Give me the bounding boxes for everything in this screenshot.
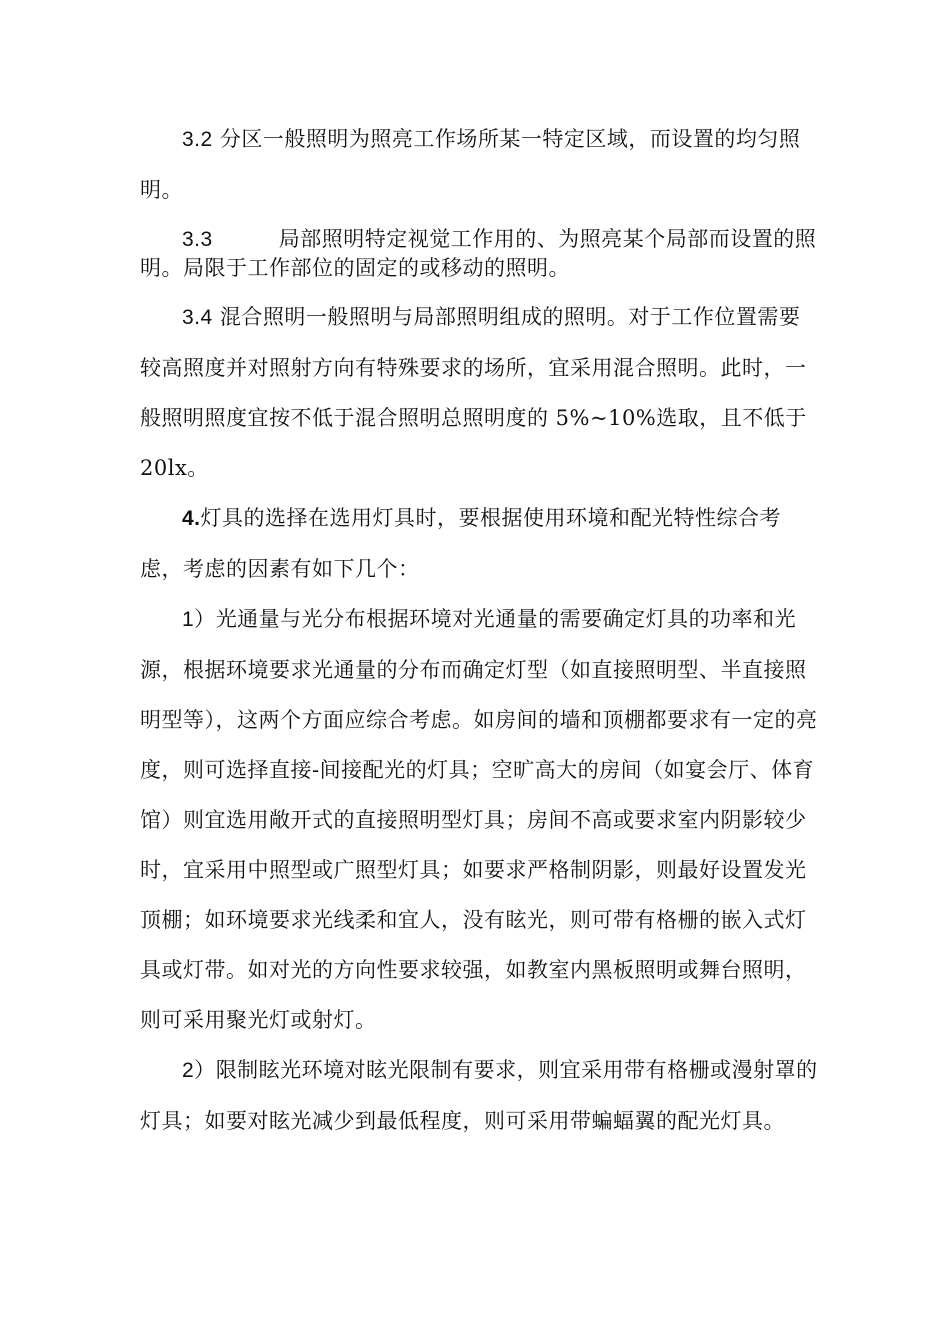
paragraph-3-4: [140, 292, 820, 493]
paragraph-3-3: [140, 215, 820, 292]
paragraph-4: [140, 493, 820, 594]
section-number: 4.: [182, 507, 201, 530]
paragraph-3-2: [140, 114, 820, 215]
document-body: [140, 114, 820, 1146]
section-number: 3.3: [182, 228, 213, 251]
section-number: 3.2: [182, 128, 213, 151]
paragraph-text: 混合照明一般照明与局部照明组成的照明。对于工作位置需要较高照度并对照射方向有特殊要求的场所，宜采用混合照明。此时，一般照明照度宜按不低于混合照明总照明度的 5%~10%选取，且不低于 20lx。: [140, 305, 807, 480]
paragraph-text: 限制眩光环境对眩光限制有要求，则宜采用带有格栅或漫射罩的灯具；如要对眩光减少到最低程度，则可采用带蝙蝠翼的配光灯具。: [140, 1058, 818, 1133]
paragraph-text: 局部照明特定视觉工作用的、为照亮某个局部而设置的照明。局限于工作部位的固定的或移动的照明。: [140, 227, 817, 280]
paragraph-item-2: [140, 1045, 820, 1146]
item-number: 1）: [182, 608, 216, 631]
section-number: 3.4: [182, 306, 213, 329]
paragraph-text: 灯具的选择在选用灯具时，要根据使用环境和配光特性综合考虑，考虑的因素有如下几个：: [140, 506, 782, 581]
item-number: 2）: [182, 1059, 216, 1082]
paragraph-text: 分区一般照明为照亮工作场所某一特定区域，而设置的均匀照明。: [140, 127, 801, 202]
paragraph-text: 光通量与光分布根据环境对光通量的需要确定灯具的功率和光源，根据环境要求光通量的分布而确定灯型（如直接照明型、半直接照明型等），这两个方面应综合考虑。如房间的墙和顶棚都要求有一定的亮度，则可选择直接-间接配光的灯具；空旷高大的房间（如宴会厅、体育馆）则宜选用敞开式的直接照明型灯具；房间不高或要求室内阴影较少时，宜采用中照型或广照型灯具；如要求严格制阴影，则最好设置发光顶棚；如环境要求光线柔和宜人，没有眩光，则可带有格栅的嵌入式灯具或灯带。如对光的方向性要求较强，如教室内黑板照明或舞台照明，则可采用聚光灯或射灯。: [140, 607, 818, 1032]
paragraph-item-1: [140, 594, 820, 1045]
